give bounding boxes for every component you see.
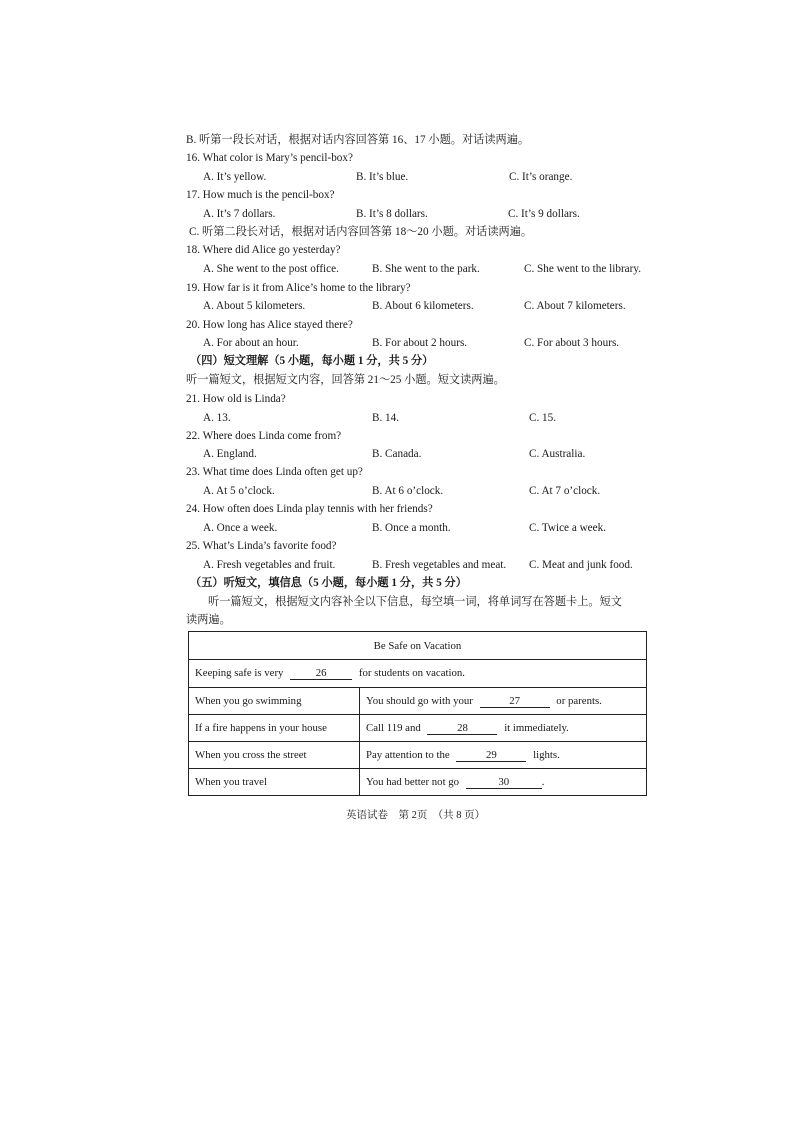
q19-option-b: B. About 6 kilometers. [372,300,474,312]
q24-option-a: A. Once a week. [203,522,278,534]
part-4-heading: （四）短文理解（5 小题，每小题 1 分，共 5 分） [190,355,434,367]
q20-option-c: C. For about 3 hours. [524,337,620,349]
section-b-instruction: B. 听第一段长对话，根据对话内容回答第 16、17 小题。对话读两遍。 [186,134,530,146]
table-row-swimming-advice [360,688,647,715]
q22-option-c: C. Australia. [529,448,586,460]
table-row-swimming-label: When you go swimming [189,688,360,715]
part-4-instruction: 听一篇短文，根据短文内容，回答第 21～25 小题。短文读两遍。 [186,374,505,386]
table-row-street-advice [360,742,647,769]
q19-option-a: A. About 5 kilometers. [203,300,306,312]
q25-option-c: C. Meat and junk food. [529,559,633,571]
table-row-travel-label: When you travel [189,769,360,796]
q17-option-a: A. It’s 7 dollars. [203,208,276,220]
q20-option-a: A. For about an hour. [203,337,299,349]
table-row-travel-advice [360,769,647,796]
q21-option-b: B. 14. [372,412,400,424]
row-street-before: Pay attention to the [366,748,450,761]
part-5-instruction-line1: 听一篇短文，根据短文内容补全以下信息，每空填一词，将单词写在答题卡上。短文 [208,596,622,608]
q18-option-b: B. She went to the park. [372,263,480,275]
question-25: 25. What’s Linda’s favorite food? [186,540,337,552]
row-travel-after: . [541,775,545,788]
row-intro-after: for students on vacation. [358,667,466,679]
table-title: Be Safe on Vacation [189,632,647,660]
row-fire-before: Call 119 and [366,721,421,734]
row-travel-before: You had better not go [366,775,460,788]
question-21: 21. How old is Linda? [186,393,286,405]
blank-28[interactable]: 28 [427,722,497,735]
part-5-instruction-line2: 读两遍。 [186,614,231,626]
q19-option-c: C. About 7 kilometers. [524,300,626,312]
q25-option-a: A. Fresh vegetables and fruit. [203,559,336,571]
q24-option-b: B. Once a month. [372,522,451,534]
table-row-street-label: When you cross the street [189,742,360,769]
q17-option-b: B. It’s 8 dollars. [356,208,428,220]
vacation-safety-table [188,631,647,796]
table-row-fire-label: If a fire happens in your house [189,715,360,742]
q16-option-b: B. It’s blue. [356,171,409,183]
row-intro-before: Keeping safe is very [195,667,284,679]
row-swimming-before: You should go with your [366,694,473,707]
q25-option-b: B. Fresh vegetables and meat. [372,559,507,571]
question-20: 20. How long has Alice stayed there? [186,319,353,331]
question-17: 17. How much is the pencil-box? [186,189,335,201]
blank-29[interactable]: 29 [456,749,526,762]
section-c-instruction: C. 听第二段长对话，根据对话内容回答第 18～20 小题。对话读两遍。 [189,226,533,238]
question-18: 18. Where did Alice go yesterday? [186,244,341,256]
q21-option-a: A. 13. [203,412,231,424]
question-16: 16. What color is Mary’s pencil-box? [186,152,353,164]
question-23: 23. What time does Linda often get up? [186,466,363,478]
question-24: 24. How often does Linda play tennis with her friends? [186,503,433,515]
q21-option-c: C. 15. [529,412,557,424]
row-fire-after: it immediately. [504,721,569,734]
q18-option-a: A. She went to the post office. [203,263,339,275]
row-swimming-after: or parents. [556,694,602,707]
table-row-intro [189,660,647,688]
q22-option-a: A. England. [203,448,257,460]
q23-option-b: B. At 6 o’clock. [372,485,444,497]
part-5-heading: （五）听短文，填信息（5 小题，每小题 1 分，共 5 分） [190,577,467,589]
q24-option-c: C. Twice a week. [529,522,606,534]
table-row-fire-advice [360,715,647,742]
blank-30[interactable]: 30 [466,776,542,789]
q20-option-b: B. For about 2 hours. [372,337,468,349]
row-street-after: lights. [533,748,560,761]
q16-option-a: A. It’s yellow. [203,171,267,183]
q16-option-c: C. It’s orange. [509,171,573,183]
blank-26[interactable]: 26 [290,667,352,680]
q22-option-b: B. Canada. [372,448,422,460]
q17-option-c: C. It’s 9 dollars. [508,208,580,220]
q23-option-a: A. At 5 o’clock. [203,485,275,497]
q18-option-c: C. She went to the library. [524,263,642,275]
q23-option-c: C. At 7 o’clock. [529,485,601,497]
page-footer: 英语试卷 第 2页 （共 8 页） [346,810,486,821]
question-19: 19. How far is it from Alice’s home to the library? [186,282,411,294]
blank-27[interactable]: 27 [480,695,550,708]
question-22: 22. Where does Linda come from? [186,430,342,442]
